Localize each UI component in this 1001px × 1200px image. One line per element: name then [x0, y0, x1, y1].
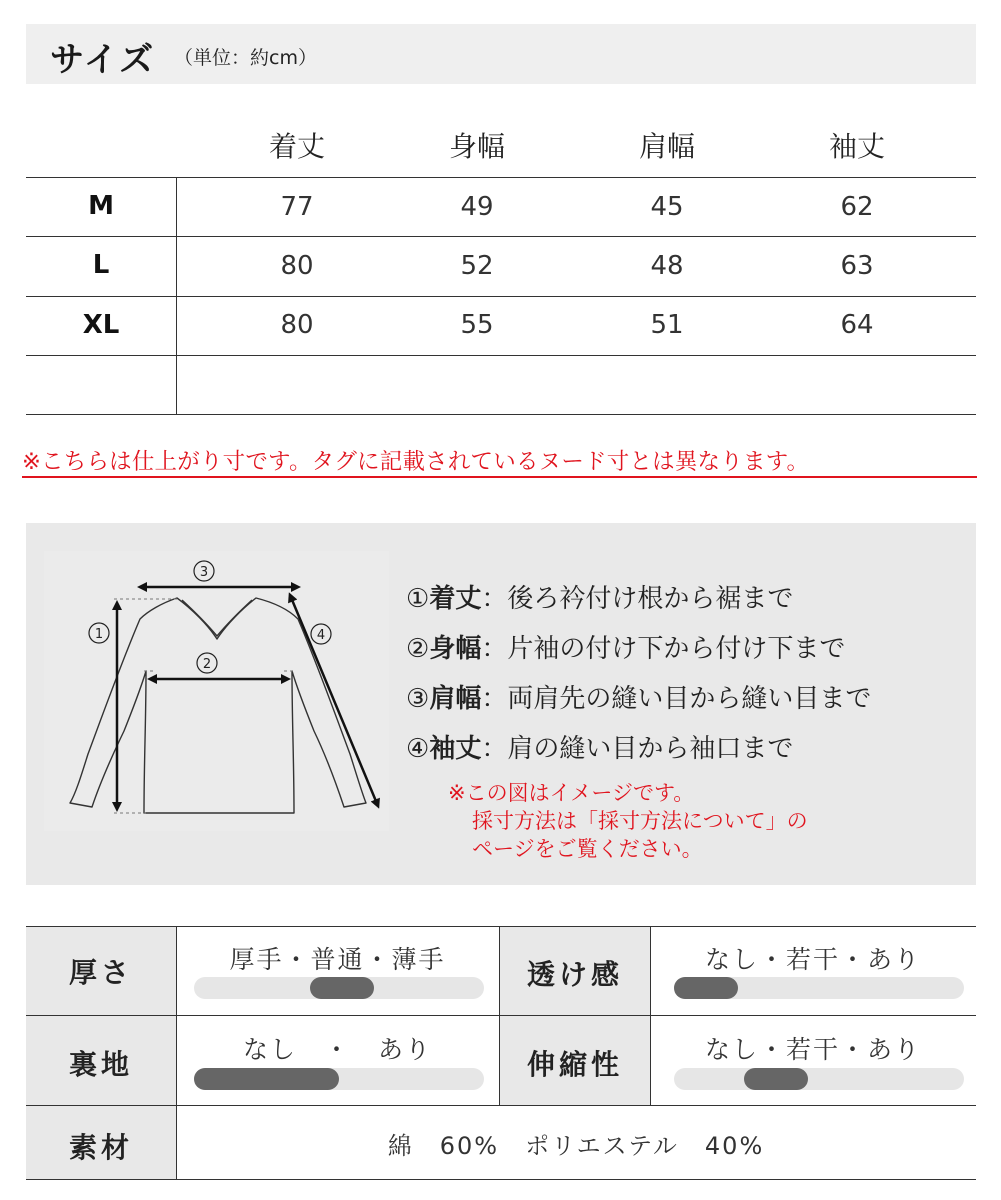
- measurement-number: ④: [406, 734, 430, 764]
- size-label: L: [92, 250, 110, 280]
- arrow-sleeve: [290, 595, 378, 806]
- diagram-area: [44, 551, 389, 831]
- table-cell: 77: [280, 192, 314, 222]
- spec-label-material: 素材: [68, 1131, 133, 1164]
- table-divider: [176, 177, 177, 415]
- table-cell: 64: [840, 310, 874, 340]
- measurement-item: [406, 628, 845, 665]
- size-label: XL: [82, 310, 120, 340]
- diagram-note: ページをご覧ください。: [472, 837, 703, 861]
- diagram-note: 採寸方法は「採寸方法について」の: [472, 809, 808, 833]
- column-header: 身幅: [448, 130, 505, 163]
- measurement-name: 肩幅: [429, 684, 482, 714]
- spec-divider: [26, 1105, 976, 1106]
- marker-chest: 2: [202, 657, 212, 672]
- unit-label: （単位：約cm）: [174, 47, 317, 69]
- measurement-number: ③: [406, 684, 430, 714]
- table-divider: [26, 296, 976, 297]
- measurement-item: [406, 578, 793, 615]
- measurement-number: ①: [406, 584, 430, 614]
- column-header: 肩幅: [638, 130, 695, 163]
- measurement-item: [406, 728, 793, 765]
- stretch-indicator: [744, 1068, 808, 1090]
- diagram-note: ※この図はイメージです。: [448, 781, 695, 805]
- table-cell: 48: [650, 251, 684, 281]
- table-cell: 63: [840, 251, 874, 281]
- measurement-name: 着丈: [429, 584, 482, 614]
- measurement-description: ：両肩先の縫い目から縫い目まで: [481, 684, 872, 714]
- column-header: 着丈: [268, 130, 325, 163]
- spec-options-stretch: なし・若干・あり: [704, 1035, 921, 1064]
- transparency-scale: [674, 977, 964, 999]
- measurement-item: [406, 678, 871, 715]
- section-title: サイズ: [50, 40, 156, 80]
- table-cell: 45: [650, 192, 684, 222]
- marker-shoulder: 3: [199, 565, 209, 580]
- thickness-scale: [194, 977, 484, 999]
- marker-length: 1: [94, 627, 104, 642]
- measurement-description: ：肩の縫い目から袖口まで: [481, 734, 794, 764]
- table-cell: 55: [460, 310, 494, 340]
- table-divider: [26, 414, 976, 415]
- table-cell: 51: [650, 310, 684, 340]
- transparency-indicator: [674, 977, 738, 999]
- measurement-number: ②: [406, 634, 430, 664]
- measurement-guide: [26, 523, 976, 885]
- spec-options-lining: なし ・ あり: [242, 1035, 432, 1064]
- notice-text: ※こちらは仕上がり寸です。タグに記載されているヌード寸とは異なります。: [22, 449, 810, 475]
- table-cell: 52: [460, 251, 494, 281]
- stretch-scale: [674, 1068, 964, 1090]
- table-cell: 49: [460, 192, 494, 222]
- lining-indicator: [194, 1068, 339, 1090]
- measurement-description: ：後ろ衿付け根から裾まで: [481, 584, 794, 614]
- table-cell: 80: [280, 251, 314, 281]
- marker-sleeve: 4: [316, 628, 326, 643]
- notice-underline: [22, 476, 977, 478]
- measurement-description: ：片袖の付け下から付け下まで: [481, 634, 846, 664]
- measurement-name: 袖丈: [429, 734, 482, 764]
- spec-label-lining: 裏地: [68, 1048, 133, 1081]
- spec-divider: [26, 1015, 976, 1016]
- spec-label-stretch: 伸縮性: [526, 1048, 623, 1081]
- column-header: 袖丈: [828, 130, 885, 163]
- table-cell: 62: [840, 192, 874, 222]
- spec-label-thickness: 厚さ: [68, 956, 133, 989]
- measurement-name: 身幅: [429, 634, 482, 664]
- table-divider: [26, 177, 976, 178]
- table-divider: [26, 236, 976, 237]
- thickness-indicator: [310, 977, 374, 999]
- table-divider: [26, 355, 976, 356]
- spec-label-transparency: 透け感: [526, 958, 623, 991]
- shirt-diagram: [44, 551, 389, 831]
- size-label: M: [88, 191, 114, 221]
- spec-divider: [26, 1179, 976, 1180]
- spec-options-transparency: なし・若干・あり: [704, 945, 921, 974]
- section-header: [26, 24, 976, 84]
- table-cell: 80: [280, 310, 314, 340]
- lining-scale: [194, 1068, 484, 1090]
- material-value: 綿 60% ポリエステル 40%: [387, 1132, 765, 1160]
- spec-divider: [26, 926, 976, 927]
- spec-options-thickness: 厚手・普通・薄手: [229, 945, 446, 974]
